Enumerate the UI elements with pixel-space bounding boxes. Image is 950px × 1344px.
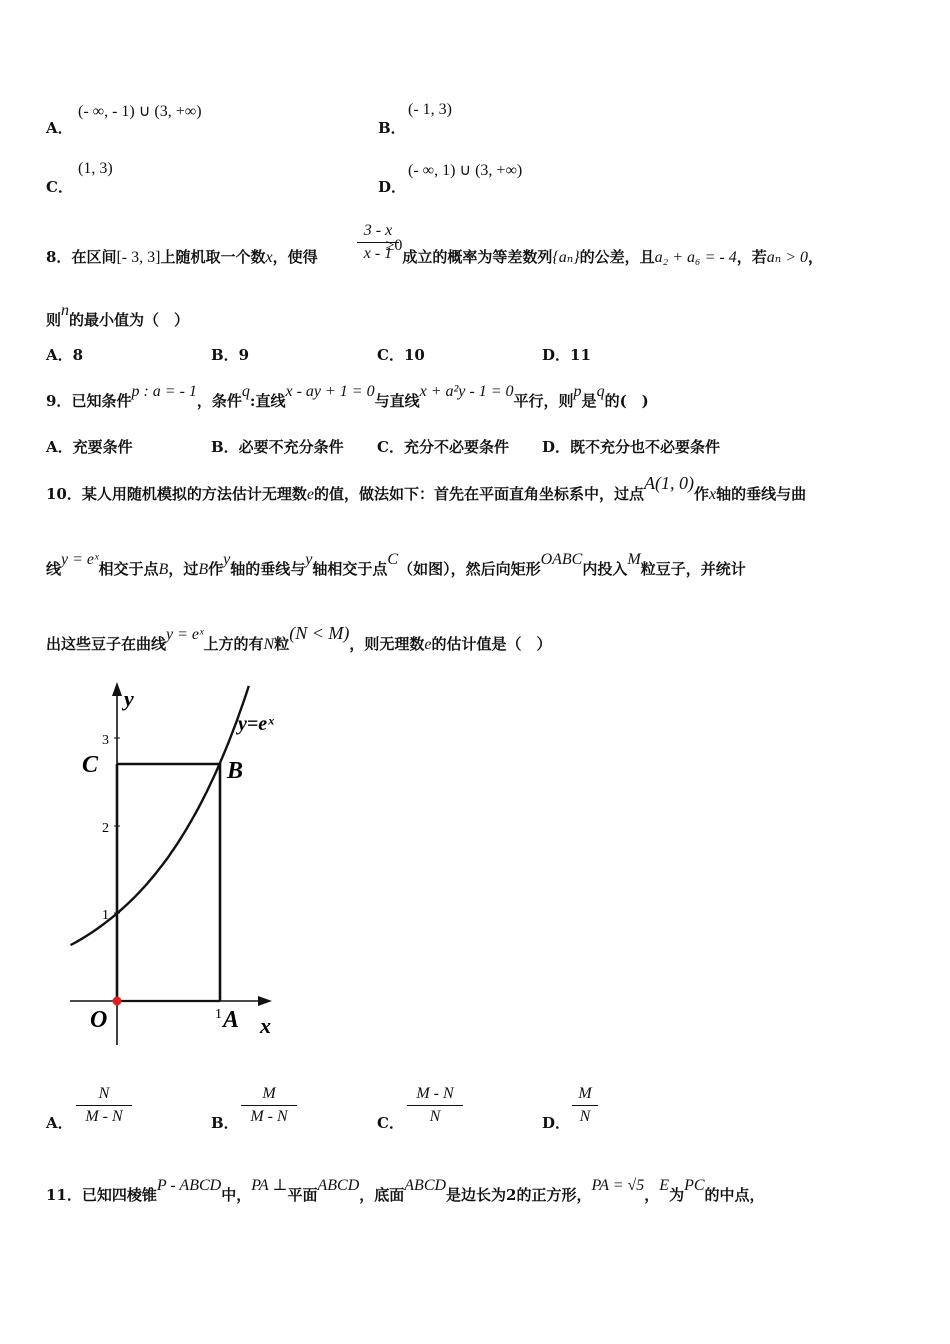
q11-text: 的中点， <box>704 1186 765 1204</box>
q9-text: 平行，则 <box>513 392 574 410</box>
q10-point-b: B <box>158 561 169 578</box>
q9-stem <box>46 383 649 411</box>
q9-text: 已知条件 <box>71 392 132 410</box>
q10-text: 出这些豆子在曲线 <box>46 635 167 653</box>
q9-p-definition: p : a = - 1 <box>131 383 197 400</box>
q8-option-c: C．10 <box>377 346 425 364</box>
fig-tick-2: 2 <box>102 821 109 836</box>
q10-stem-line-2 <box>46 551 746 579</box>
q9-option-d: D．既不充分也不必要条件 <box>542 438 721 456</box>
q8-condition-2: aₙ > 0 <box>766 249 809 266</box>
q11-pyramid: P - ABCD <box>156 1177 222 1194</box>
fig-point-b: B <box>227 758 244 784</box>
q10-option-d-denominator: N <box>579 1108 591 1125</box>
fraction-bar <box>357 242 399 243</box>
q10-stem-line-1 <box>46 473 807 504</box>
q9-q-var: q <box>596 383 605 400</box>
fig-curve-label: y=eˣ <box>238 713 274 735</box>
q8-option-b: B．9 <box>211 346 250 364</box>
fig-point-c: C <box>82 752 99 778</box>
q7-option-d-label: D． <box>378 178 407 196</box>
q8-text: ， <box>808 248 824 266</box>
fig-y-label: y <box>124 686 134 711</box>
q8-interval: [- 3, 3] <box>116 249 161 266</box>
q9-text: 与直线 <box>374 392 420 410</box>
q10-option-d-label: D． <box>542 1114 571 1132</box>
q8-sequence: {aₙ} <box>552 249 580 266</box>
q9-text: 是 <box>581 392 597 410</box>
q10-text: 作 <box>208 560 224 578</box>
q10-option-b-denominator: M - N <box>250 1108 288 1125</box>
q9-number: 9． <box>46 392 72 410</box>
q9-line-1: x - ay + 1 = 0 <box>285 383 375 400</box>
q10-rectangle: OABC <box>540 551 583 568</box>
q7-option-b-label: B． <box>378 119 406 137</box>
q10-option-a-numerator: N <box>98 1085 110 1102</box>
exp-curve <box>71 686 249 945</box>
q10-option-d-fraction <box>572 1085 598 1126</box>
q8-text: 上随机取一个数 <box>160 248 266 266</box>
q10-text: 轴相交于点 <box>312 560 388 578</box>
q8-stem-line-1 <box>46 237 824 267</box>
q8-stem-line-2 <box>46 302 190 330</box>
q11-pa-length: PA = √5 <box>591 1177 645 1194</box>
q8-number: 8． <box>46 248 72 266</box>
q10-var-e: e <box>424 636 432 653</box>
q10-number: 10． <box>46 485 82 503</box>
q11-text: 平面 <box>287 1186 318 1204</box>
q11-segment-pc: PC <box>684 1177 705 1194</box>
q8-fraction <box>357 222 399 263</box>
q9-text: :直线 <box>249 392 286 410</box>
q10-stem-line-3 <box>46 623 552 654</box>
q11-number: 11． <box>46 1186 82 1204</box>
q10-text: （如图），然后向矩形 <box>398 560 541 578</box>
origin-dot <box>113 997 122 1006</box>
q8-condition: a₂ + a₆ = - 4 <box>654 249 737 266</box>
q10-condition: (N < M) <box>289 623 350 643</box>
q8-text: 的最小值为（ ） <box>69 311 190 329</box>
q11-text: 是边长为2的正方形， <box>446 1186 592 1204</box>
q7-option-a-label: A． <box>46 119 73 137</box>
fig-tick-1: 1 <box>102 908 109 923</box>
q8-text: 成立的概率为等差数列 <box>402 248 553 266</box>
q10-option-a-label: A． <box>46 1114 73 1132</box>
q10-curve: y = eˣ <box>166 626 204 643</box>
q10-point-c: C <box>387 551 399 568</box>
q11-text: 为 <box>669 1186 685 1204</box>
y-axis-arrow <box>112 682 122 696</box>
q10-point-a: A(1, 0) <box>644 473 694 493</box>
q10-option-b-numerator: M <box>262 1085 276 1102</box>
q9-q-var: q <box>241 383 250 400</box>
q10-option-a-fraction <box>76 1085 132 1126</box>
q10-curve: y = eˣ <box>61 551 99 568</box>
fig-tick-3: 3 <box>102 733 109 748</box>
fig-x-label: x <box>260 1013 271 1038</box>
q8-text: 的公差，且 <box>579 248 655 266</box>
q10-text: 的估计值是（ ） <box>431 635 552 653</box>
q11-plane-abcd: ABCD <box>317 1177 360 1194</box>
q11-stem <box>46 1177 765 1205</box>
q7-option-d-math: (- ∞, 1) ∪ (3, +∞) <box>408 162 523 179</box>
x-axis-arrow <box>258 996 272 1006</box>
q8-text: ，若 <box>736 248 767 266</box>
q10-text: 某人用随机模拟的方法估计无理数 <box>81 485 307 503</box>
q10-text: 轴的垂线与曲 <box>716 485 807 503</box>
q10-text: ，过 <box>168 560 199 578</box>
q8-text: ，使得 <box>272 248 318 266</box>
q10-option-d-numerator: M <box>578 1085 592 1102</box>
q10-text: 上方的有 <box>203 635 264 653</box>
q9-p-var: p <box>573 383 582 400</box>
q10-option-c-label: C． <box>377 1114 404 1132</box>
q11-text: 已知四棱锥 <box>81 1186 157 1204</box>
q10-var-e: e <box>306 486 314 503</box>
q9-option-b: B．必要不充分条件 <box>211 438 344 456</box>
q9-text: 的( ) <box>604 392 649 410</box>
q10-text: 内投入 <box>582 560 628 578</box>
q10-text: 相交于点 <box>98 560 159 578</box>
q10-point-b: B <box>198 561 209 578</box>
fraction-bar <box>241 1105 297 1106</box>
q10-var-n: N <box>263 636 275 653</box>
fraction-bar <box>407 1105 463 1106</box>
q8-option-d: D．11 <box>542 346 591 364</box>
q9-option-a: A．充要条件 <box>46 438 133 456</box>
q7-option-b-math: (- 1, 3) <box>408 101 452 118</box>
q8-fraction-numerator: 3 - x <box>363 222 393 239</box>
q7-option-a-math: (- ∞, - 1) ∪ (3, +∞) <box>78 103 202 120</box>
q10-option-a-denominator: M - N <box>85 1108 123 1125</box>
q11-point-e: E <box>659 1177 670 1194</box>
q11-text: 中， <box>221 1186 252 1204</box>
q9-line-2: x + a²y - 1 = 0 <box>419 383 514 400</box>
q8-geq: ≥0 <box>385 237 403 254</box>
q11-text: ， <box>644 1186 660 1204</box>
q11-base-abcd: ABCD <box>404 1177 447 1194</box>
q9-option-c: C．充分不必要条件 <box>377 438 509 456</box>
q10-text: 粒 <box>274 635 290 653</box>
q10-option-c-fraction <box>407 1085 463 1126</box>
q8-var-n: n <box>61 302 70 319</box>
q11-pa-perp: PA ⊥ <box>251 1177 288 1194</box>
q11-text: ，底面 <box>359 1186 405 1204</box>
fig-point-a: A <box>223 1007 240 1033</box>
q9-text: ，条件 <box>196 392 242 410</box>
fig-point-o: O <box>90 1007 108 1033</box>
q10-text: 线 <box>46 560 62 578</box>
q10-option-c-numerator: M - N <box>416 1085 454 1102</box>
rectangle-oabc <box>117 764 220 1001</box>
q10-text: 轴的垂线与 <box>230 560 306 578</box>
q8-option-a: A．8 <box>46 346 84 364</box>
q8-fraction-denominator: x - 1 <box>363 245 393 262</box>
q8-var-x: x <box>265 249 273 266</box>
q10-text: 粒豆子，并统计 <box>640 560 746 578</box>
q10-text: 的值，做法如下：首先在平面直角坐标系中，过点 <box>314 485 645 503</box>
q7-option-c-label: C． <box>46 178 73 196</box>
q10-text: 作 <box>694 485 710 503</box>
q10-option-b-fraction <box>241 1085 297 1126</box>
q10-option-b-label: B． <box>211 1114 239 1132</box>
q8-text: 则 <box>46 311 62 329</box>
exponential-figure <box>60 670 300 1055</box>
q7-option-c-math: (1, 3) <box>78 160 113 177</box>
q10-option-c-denominator: N <box>429 1108 441 1125</box>
fig-tick-x1: 1 <box>215 1007 222 1022</box>
q10-var-x: x <box>709 486 717 503</box>
q8-text: 在区间 <box>71 248 117 266</box>
q10-var-y: y <box>305 551 313 568</box>
q10-var-y: y <box>223 551 231 568</box>
fraction-bar <box>572 1105 598 1106</box>
fraction-bar <box>76 1105 132 1106</box>
q10-text: ，则无理数 <box>349 635 425 653</box>
q10-var-m: M <box>627 551 641 568</box>
